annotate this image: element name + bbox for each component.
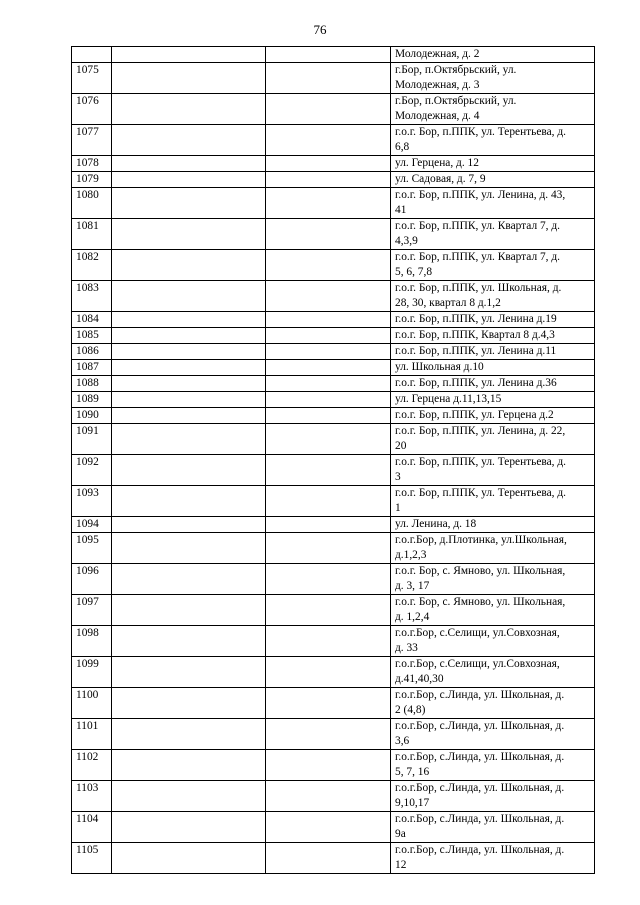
- empty-cell: [266, 564, 391, 595]
- empty-cell: [112, 392, 266, 408]
- table-row: [72, 564, 595, 595]
- address-cell: г.Бор, п.Октябрьский, ул. Молодежная, д. 4: [391, 94, 595, 125]
- table-row: [72, 750, 595, 781]
- table-row: [72, 533, 595, 564]
- row-number-cell: 1077: [72, 125, 112, 156]
- empty-cell: [266, 250, 391, 281]
- empty-cell: [266, 94, 391, 125]
- row-number-cell: 1094: [72, 517, 112, 533]
- empty-cell: [266, 812, 391, 843]
- empty-cell: [266, 328, 391, 344]
- empty-cell: [266, 376, 391, 392]
- row-number-cell: 1091: [72, 424, 112, 455]
- row-number-cell: 1098: [72, 626, 112, 657]
- row-number-cell: 1099: [72, 657, 112, 688]
- row-number-cell: 1090: [72, 408, 112, 424]
- address-cell: г.о.г.Бор, с.Линда, ул. Школьная, д. 2 (4,8): [391, 688, 595, 719]
- address-cell: ул. Школьная д.10: [391, 360, 595, 376]
- address-table-body: [72, 47, 595, 874]
- empty-cell: [266, 486, 391, 517]
- table-row: [72, 250, 595, 281]
- empty-cell: [266, 172, 391, 188]
- empty-cell: [266, 719, 391, 750]
- empty-cell: [112, 486, 266, 517]
- table-row: [72, 47, 595, 63]
- empty-cell: [112, 688, 266, 719]
- row-number-cell: 1079: [72, 172, 112, 188]
- address-cell: г.о.г. Бор, п.ППК, ул. Ленина, д. 43, 41: [391, 188, 595, 219]
- address-cell: г.о.г. Бор, п.ППК, ул. Ленина д.36: [391, 376, 595, 392]
- row-number-cell: 1097: [72, 595, 112, 626]
- empty-cell: [112, 424, 266, 455]
- row-number-cell: [72, 47, 112, 63]
- table-row: [72, 172, 595, 188]
- empty-cell: [112, 626, 266, 657]
- row-number-cell: 1087: [72, 360, 112, 376]
- address-cell: ул. Герцена д.11,13,15: [391, 392, 595, 408]
- empty-cell: [266, 408, 391, 424]
- address-cell: г.о.г. Бор, п.ППК, ул. Терентьева, д. 1: [391, 486, 595, 517]
- row-number-cell: 1104: [72, 812, 112, 843]
- row-number-cell: 1083: [72, 281, 112, 312]
- address-cell: г.о.г. Бор, п.ППК, ул. Квартал 7, д. 4,3,9: [391, 219, 595, 250]
- empty-cell: [112, 250, 266, 281]
- address-cell: г.о.г.Бор, д.Плотинка, ул.Школьная, д.1,2,3: [391, 533, 595, 564]
- address-cell: г.о.г. Бор, п.ППК, ул. Ленина д.11: [391, 344, 595, 360]
- empty-cell: [266, 188, 391, 219]
- empty-cell: [266, 688, 391, 719]
- empty-cell: [266, 360, 391, 376]
- address-cell: г.о.г. Бор, с. Ямново, ул. Школьная, д. 3, 17: [391, 564, 595, 595]
- row-number-cell: 1103: [72, 781, 112, 812]
- empty-cell: [112, 125, 266, 156]
- empty-cell: [266, 47, 391, 63]
- empty-cell: [112, 595, 266, 626]
- empty-cell: [112, 47, 266, 63]
- table-row: [72, 360, 595, 376]
- table-row: [72, 376, 595, 392]
- row-number-cell: 1105: [72, 843, 112, 874]
- empty-cell: [112, 344, 266, 360]
- address-cell: ул. Ленина, д. 18: [391, 517, 595, 533]
- empty-cell: [112, 172, 266, 188]
- empty-cell: [266, 455, 391, 486]
- empty-cell: [112, 843, 266, 874]
- table-row: [72, 281, 595, 312]
- row-number-cell: 1085: [72, 328, 112, 344]
- table-row: [72, 455, 595, 486]
- empty-cell: [266, 595, 391, 626]
- empty-cell: [266, 657, 391, 688]
- empty-cell: [266, 533, 391, 564]
- empty-cell: [266, 156, 391, 172]
- table-row: [72, 188, 595, 219]
- address-cell: г.о.г. Бор, п.ППК, ул. Квартал 7, д. 5, 6, 7,8: [391, 250, 595, 281]
- address-cell: г.о.г. Бор, п.ППК, ул. Ленина, д. 22, 20: [391, 424, 595, 455]
- table-row: [72, 812, 595, 843]
- empty-cell: [266, 219, 391, 250]
- row-number-cell: 1095: [72, 533, 112, 564]
- row-number-cell: 1076: [72, 94, 112, 125]
- table-row: [72, 312, 595, 328]
- empty-cell: [112, 281, 266, 312]
- address-cell: г.о.г.Бор, с.Линда, ул. Школьная, д. 9,10,17: [391, 781, 595, 812]
- empty-cell: [112, 312, 266, 328]
- empty-cell: [266, 781, 391, 812]
- row-number-cell: 1078: [72, 156, 112, 172]
- table-row: [72, 156, 595, 172]
- row-number-cell: 1082: [72, 250, 112, 281]
- page-number: 76: [313, 22, 327, 37]
- table-row: [72, 719, 595, 750]
- empty-cell: [266, 63, 391, 94]
- row-number-cell: 1092: [72, 455, 112, 486]
- address-cell: г.о.г.Бор, с.Селищи, ул.Совхозная, д.41,40,30: [391, 657, 595, 688]
- address-table: [71, 46, 595, 874]
- row-number-cell: 1101: [72, 719, 112, 750]
- address-cell: г.о.г. Бор, п.ППК, ул. Ленина д.19: [391, 312, 595, 328]
- row-number-cell: 1081: [72, 219, 112, 250]
- empty-cell: [112, 781, 266, 812]
- table-row: [72, 595, 595, 626]
- empty-cell: [112, 376, 266, 392]
- address-cell: г.о.г. Бор, п.ППК, ул. Школьная, д. 28, 30, квартал 8 д.1,2: [391, 281, 595, 312]
- empty-cell: [112, 94, 266, 125]
- address-cell: г.о.г.Бор, с.Линда, ул. Школьная, д. 3,6: [391, 719, 595, 750]
- empty-cell: [112, 63, 266, 94]
- row-number-cell: 1075: [72, 63, 112, 94]
- empty-cell: [112, 156, 266, 172]
- empty-cell: [266, 392, 391, 408]
- table-row: [72, 328, 595, 344]
- address-cell: г.о.г.Бор, с.Селищи, ул.Совхозная, д. 33: [391, 626, 595, 657]
- empty-cell: [112, 719, 266, 750]
- table-row: [72, 94, 595, 125]
- address-cell: г.Бор, п.Октябрьский, ул. Молодежная, д. 3: [391, 63, 595, 94]
- row-number-cell: 1080: [72, 188, 112, 219]
- address-cell: ул. Садовая, д. 7, 9: [391, 172, 595, 188]
- empty-cell: [266, 312, 391, 328]
- row-number-cell: 1093: [72, 486, 112, 517]
- empty-cell: [112, 812, 266, 843]
- address-cell: г.о.г. Бор, п.ППК, ул. Терентьева, д. 3: [391, 455, 595, 486]
- row-number-cell: 1084: [72, 312, 112, 328]
- row-number-cell: 1100: [72, 688, 112, 719]
- table-row: [72, 517, 595, 533]
- table-row: [72, 843, 595, 874]
- address-cell: г.о.г.Бор, с.Линда, ул. Школьная, д. 9а: [391, 812, 595, 843]
- table-row: [72, 63, 595, 94]
- empty-cell: [266, 843, 391, 874]
- table-row: [72, 408, 595, 424]
- empty-cell: [112, 750, 266, 781]
- table-row: [72, 657, 595, 688]
- empty-cell: [266, 281, 391, 312]
- table-row: [72, 344, 595, 360]
- row-number-cell: 1089: [72, 392, 112, 408]
- address-cell: г.о.г. Бор, п.ППК, Квартал 8 д.4,3: [391, 328, 595, 344]
- table-row: [72, 688, 595, 719]
- address-cell: г.о.г. Бор, п.ППК, ул. Терентьева, д. 6,8: [391, 125, 595, 156]
- empty-cell: [266, 517, 391, 533]
- empty-cell: [112, 408, 266, 424]
- empty-cell: [266, 424, 391, 455]
- row-number-cell: 1102: [72, 750, 112, 781]
- table-row: [72, 486, 595, 517]
- address-cell: г.о.г. Бор, п.ППК, ул. Герцена д.2: [391, 408, 595, 424]
- empty-cell: [266, 344, 391, 360]
- empty-cell: [112, 564, 266, 595]
- empty-cell: [112, 328, 266, 344]
- empty-cell: [112, 517, 266, 533]
- empty-cell: [112, 533, 266, 564]
- address-cell: г.о.г. Бор, с. Ямново, ул. Школьная, д. 1,2,4: [391, 595, 595, 626]
- empty-cell: [266, 626, 391, 657]
- table-row: [72, 424, 595, 455]
- empty-cell: [112, 219, 266, 250]
- empty-cell: [266, 750, 391, 781]
- row-number-cell: 1088: [72, 376, 112, 392]
- row-number-cell: 1096: [72, 564, 112, 595]
- address-cell: ул. Герцена, д. 12: [391, 156, 595, 172]
- table-row: [72, 781, 595, 812]
- table-row: [72, 392, 595, 408]
- empty-cell: [112, 657, 266, 688]
- row-number-cell: 1086: [72, 344, 112, 360]
- address-cell: г.о.г.Бор, с.Линда, ул. Школьная, д. 5, 7, 16: [391, 750, 595, 781]
- empty-cell: [112, 188, 266, 219]
- table-row: [72, 219, 595, 250]
- table-row: [72, 626, 595, 657]
- empty-cell: [112, 360, 266, 376]
- address-cell: г.о.г.Бор, с.Линда, ул. Школьная, д. 12: [391, 843, 595, 874]
- address-cell: Молодежная, д. 2: [391, 47, 595, 63]
- empty-cell: [112, 455, 266, 486]
- empty-cell: [266, 125, 391, 156]
- table-row: [72, 125, 595, 156]
